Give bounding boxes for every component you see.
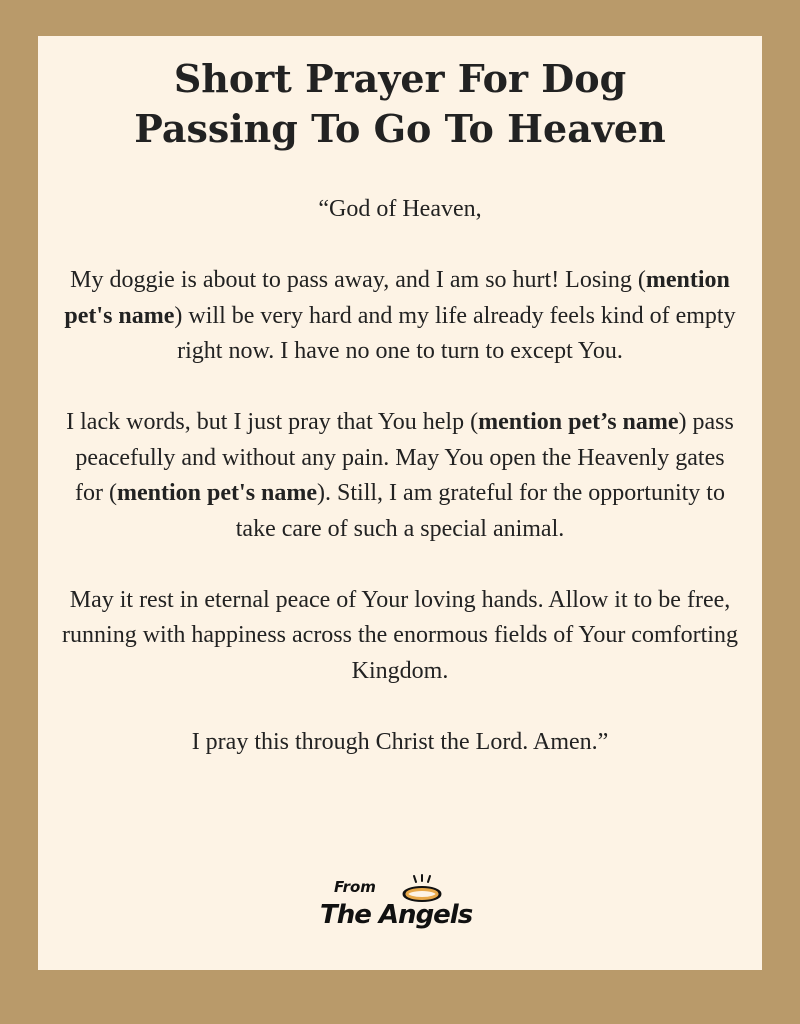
text-segment: ). Still, I am grateful for the opportunity to take care of such a special animal. — [235, 480, 725, 542]
prayer-paragraph-2 — [60, 405, 740, 547]
prayer-body — [60, 192, 740, 796]
prayer-paragraph-3: May it rest in eternal peace of Your loving hands. Allow it to be free, running with happiness across the enormous fields of Your comforting Kingdom. — [62, 586, 738, 684]
pet-name-placeholder: mention pet's name — [64, 267, 730, 329]
pet-name-placeholder: mention pet’s name — [478, 409, 679, 435]
text-segment: ) will be very hard and my life already feels kind of empty right now. I have no one to turn to except You. — [174, 302, 736, 364]
page-title — [78, 54, 722, 154]
from-the-angels-logo — [312, 872, 492, 942]
prayer-paragraph-1 — [60, 263, 740, 370]
title-line-2: Passing To Go To Heaven — [134, 106, 666, 151]
title-line-1: Short Prayer For Dog — [173, 56, 627, 101]
text-segment: ) pass peacefully and without any pain. May You open the Heavenly gates for ( — [75, 409, 734, 506]
prayer-closing: I pray this through Christ the Lord. Amen.” — [191, 728, 609, 755]
text-segment: I lack words, but I just pray that You help ( — [66, 409, 479, 435]
prayer-opening: “God of Heaven, — [318, 196, 482, 222]
prayer-card — [38, 36, 762, 970]
text-segment: My doggie is about to pass away, and I am so hurt! Losing ( — [70, 267, 646, 293]
logo-from-text: From — [334, 878, 376, 896]
pet-name-placeholder: mention pet's name — [117, 480, 318, 506]
logo-name-text: The Angels — [320, 900, 473, 930]
